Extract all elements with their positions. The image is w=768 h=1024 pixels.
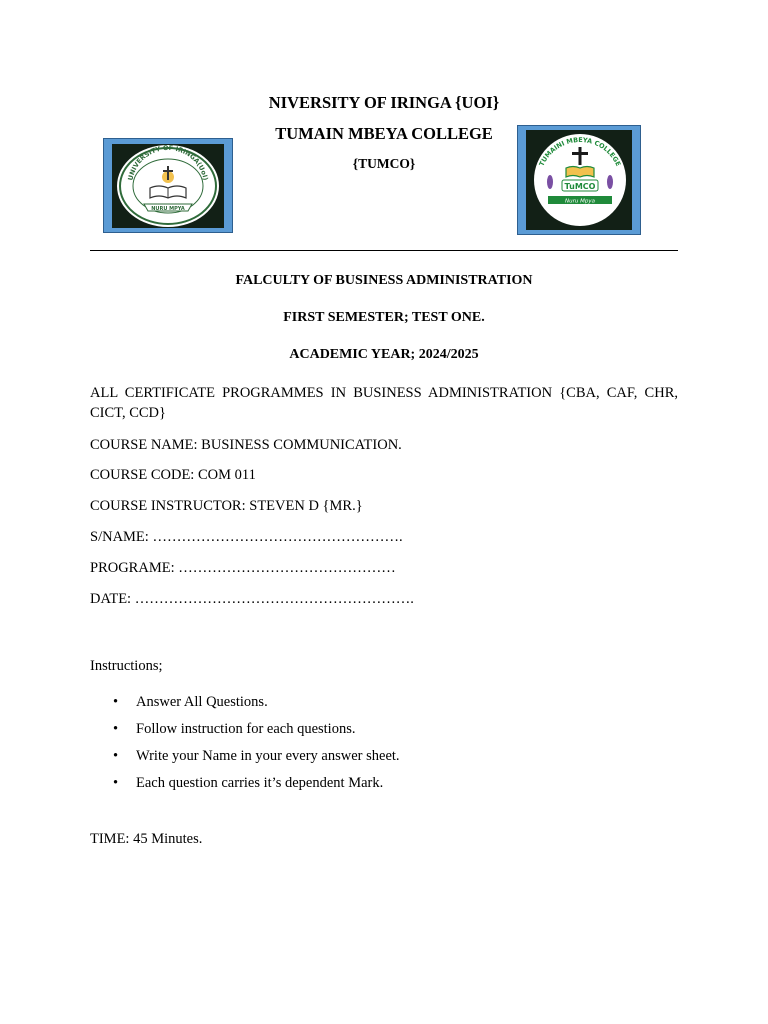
instruction-item: Each question carries it’s dependent Mark.: [136, 775, 384, 791]
instruction-item: Answer All Questions.: [136, 694, 268, 710]
bullet-marker: •: [113, 748, 119, 764]
semester-heading: FIRST SEMESTER; TEST ONE.: [283, 310, 485, 325]
academic-year-heading: ACADEMIC YEAR; 2024/2025: [289, 347, 479, 362]
university-title: NIVERSITY OF IRINGA {UOI}: [268, 93, 500, 112]
svg-text:Nuru Mpya: Nuru Mpya: [565, 198, 595, 205]
college-title: TUMAIN MBEYA COLLEGE: [275, 124, 493, 143]
svg-text:TUMAINI MBEYA COLLEGE: TUMAINI MBEYA COLLEGE: [537, 135, 623, 168]
instructions-heading: Instructions;: [90, 658, 163, 674]
programmes-line: ALL CERTIFICATE PROGRAMMES IN BUSINESS ADMINISTRATION {CBA, CAF, CHR, CICT, CCD}: [90, 385, 678, 421]
bullet-marker: •: [113, 775, 119, 791]
time-line: TIME: 45 Minutes.: [90, 831, 203, 847]
college-abbreviation: {TUMCO}: [352, 156, 416, 171]
programme-field: PROGRAME: ………………………………………: [90, 560, 396, 576]
instructor-line: COURSE INSTRUCTOR: STEVEN D {MR.}: [90, 498, 363, 514]
svg-text:NURU MPYA: NURU MPYA: [151, 206, 185, 212]
instruction-item: Follow instruction for each questions.: [136, 721, 356, 737]
college-logo: [517, 125, 641, 235]
header-divider: [90, 250, 678, 251]
student-name-field: S/NAME: …………………………………………….: [90, 529, 403, 545]
svg-text:TuMCO: TuMCO: [564, 182, 596, 191]
university-seal-icon: [112, 144, 224, 229]
college-seal-icon: [526, 130, 634, 230]
bullet-marker: •: [113, 694, 119, 710]
instruction-item: Write your Name in your every answer sheet.: [136, 748, 400, 764]
university-logo: [103, 138, 233, 233]
date-field: DATE: ………………………………………………….: [90, 591, 414, 607]
faculty-heading: FALCULTY OF BUSINESS ADMINISTRATION: [235, 273, 533, 288]
svg-text:UNIVERSITY OF IRINGA(UoI): UNIVERSITY OF IRINGA(UoI): [126, 144, 210, 182]
course-name-line: COURSE NAME: BUSINESS COMMUNICATION.: [90, 437, 402, 453]
course-code-line: COURSE CODE: COM 011: [90, 467, 256, 483]
bullet-marker: •: [113, 721, 119, 737]
